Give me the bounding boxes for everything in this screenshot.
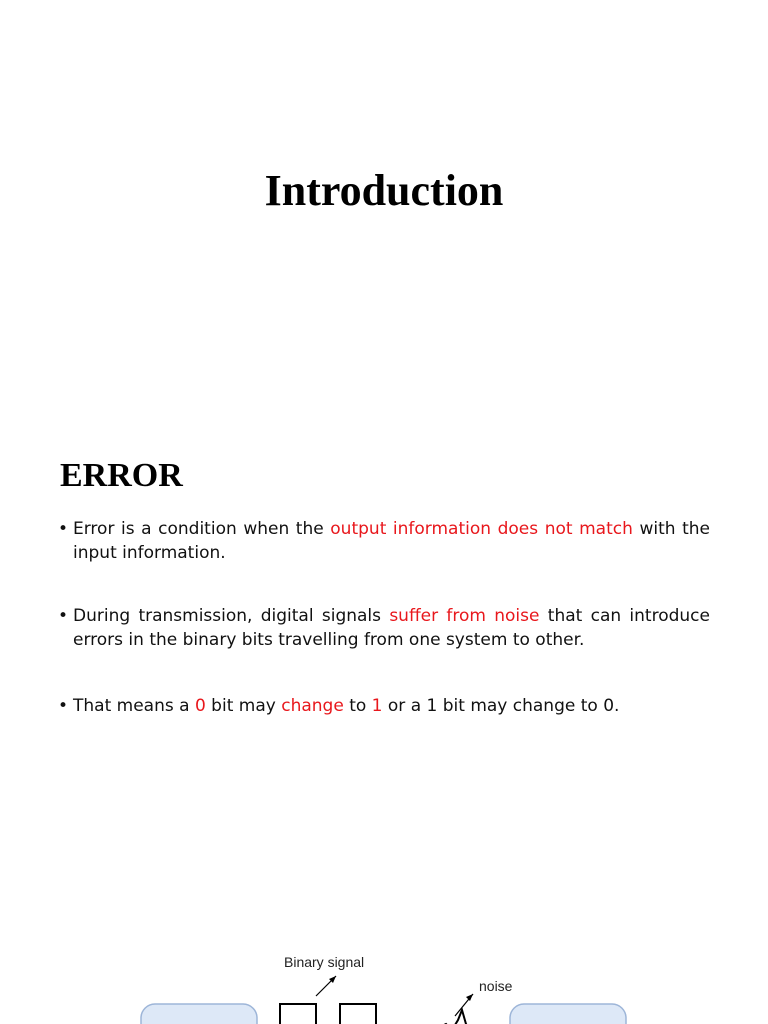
noise-arrowhead: [466, 994, 473, 1001]
highlight-text: 0: [194, 696, 206, 716]
bullet-text-part: with the input information.: [73, 519, 710, 563]
bullet-marker: •: [58, 519, 69, 539]
bullet-text: [73, 604, 710, 652]
bullet-text-part: That means a: [73, 696, 195, 716]
section-heading: ERROR: [60, 457, 183, 494]
highlight-text: suffer from noise: [389, 606, 540, 626]
bullet-text-part: Error is a condition when the: [73, 519, 331, 539]
diagram-graphics: [0, 940, 768, 1024]
bullet-text: [73, 517, 710, 565]
bullet-text-part: During transmission, digital signals: [73, 606, 390, 626]
slide-title: Introduction: [264, 166, 504, 215]
bullet-item-transmission-noise: [58, 604, 710, 652]
receiver-box: [510, 1004, 626, 1024]
bullet-text-part: that can introduce errors in the binary bits travelling from one system to other.: [73, 606, 710, 650]
bullet-marker: •: [58, 696, 69, 716]
highlight-text: output information does not match: [330, 519, 633, 539]
bullet-text-part: bit may: [205, 696, 282, 716]
bullet-text-part: or a 1 bit may change to 0.: [382, 696, 620, 716]
binary-signal-label: Binary signal: [284, 954, 365, 970]
noise-waveform: [428, 1010, 472, 1024]
bullet-marker: •: [58, 606, 69, 626]
bullet-text-part: to: [343, 696, 372, 716]
bullet-item-error-definition: [58, 517, 710, 565]
binary-signal-waveform: [262, 1004, 392, 1024]
bullet-item-bit-change: [58, 694, 710, 718]
noise-label: noise: [479, 978, 513, 994]
transmitter-box: [141, 1004, 257, 1024]
highlight-text: 1: [371, 696, 383, 716]
transmission-diagram: [0, 940, 768, 1024]
bullet-text: [73, 694, 710, 718]
highlight-text: change: [281, 696, 344, 716]
